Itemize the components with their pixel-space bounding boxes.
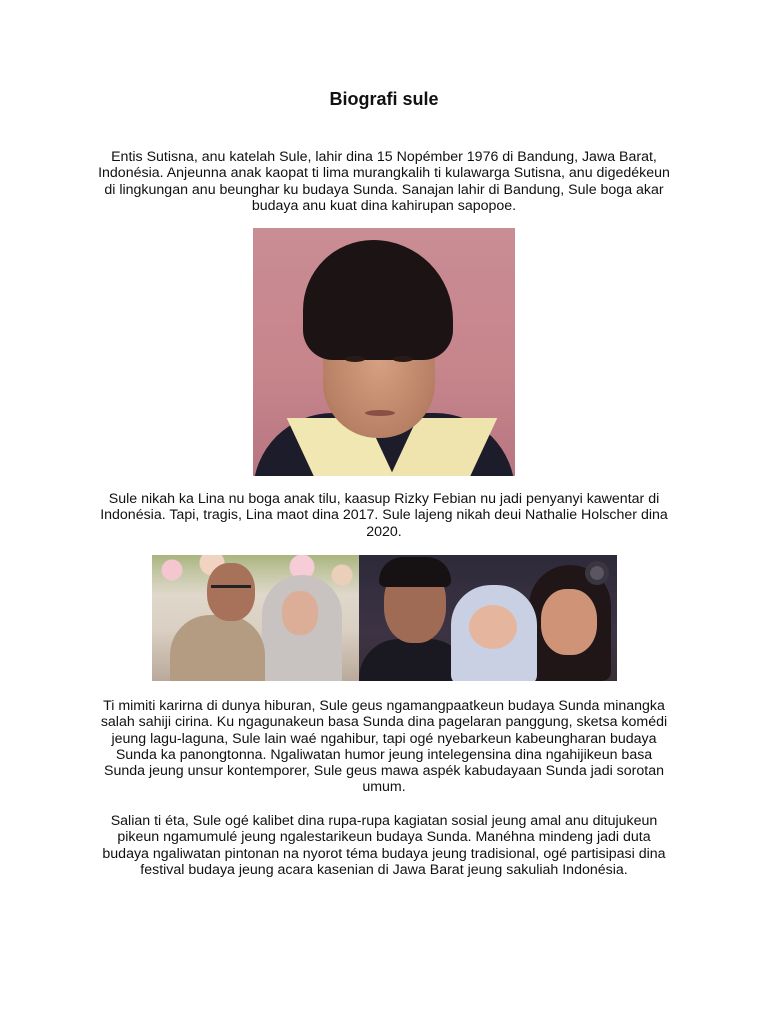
family-baby-face [469,605,517,649]
portrait-mouth [365,410,395,416]
family-photo [359,555,617,681]
family-man-hair [379,557,451,587]
paragraph-early-life: Entis Sutisna, anu katelah Sule, lahir dina 15 Nopémber 1976 di Bandung, Jawa Barat, Indonésia. Anjeunna anak kaopat ti lima murangkalih ti kulawarga Sutisna, anu digedékeun di lingkungan anu beunghar ku budaya Sunda. Sanajan lahir di Bandung, Sule boga akar budaya anu kuat dina kahirupan sapopoe. [98,149,670,214]
paragraph-family: Sule nikah ka Lina nu boga anak tilu, kaasup Rizky Febian nu jadi penyanyi kawentar di Indonésia. Tapi, tragis, Lina maot dina 2017. Sule lajeng nikah deui Nathalie Holscher dina 2020. [100,491,668,540]
page-title: Biografi sule [329,89,439,109]
portrait-eye-left [345,356,365,362]
wedding-bride-face [282,591,318,635]
family-photo-stamp [585,561,609,585]
portrait-photo [253,228,515,476]
wedding-photo [152,555,359,681]
portrait-eye-right [393,356,413,362]
wedding-groom [170,615,265,681]
wedding-groom-glasses [211,585,251,596]
paragraph-social: Salian ti éta, Sule ogé kalibet dina rupa-rupa kagiatan sosial jeung amal anu ditujukeun pikeun ngamumulé jeung ngalestarikeun budaya Sunda. Manéhna mindeng jadi duta budaya ngaliwatan pintonan na nyorot téma budaya jeung tradisional, ogé partisipasi dina festival budaya jeung acara kasenian di Jawa Barat jeung sakuliah Indonésia. [102,813,666,878]
paragraph-career: Ti mimiti karirna di dunya hiburan, Sule geus ngamangpaatkeun budaya Sunda minangka salah sahiji cirina. Ku ngagunakeun basa Sunda dina pagelaran panggung, sketsa komédi jeung lagu-laguna, Sule lain waé ngahibur, tapi ogé nyebarkeun kabeungharan budaya Sunda ka panongtonna. Ngaliwatan humor jeung intelegensina dina ngahijikeun basa Sunda jeung unsur kontemporer, Sule geus mawa aspék kabudayaan Sunda jadi sorotan umum. [100,698,668,796]
family-woman-face [541,589,597,655]
portrait-hair [303,240,453,360]
